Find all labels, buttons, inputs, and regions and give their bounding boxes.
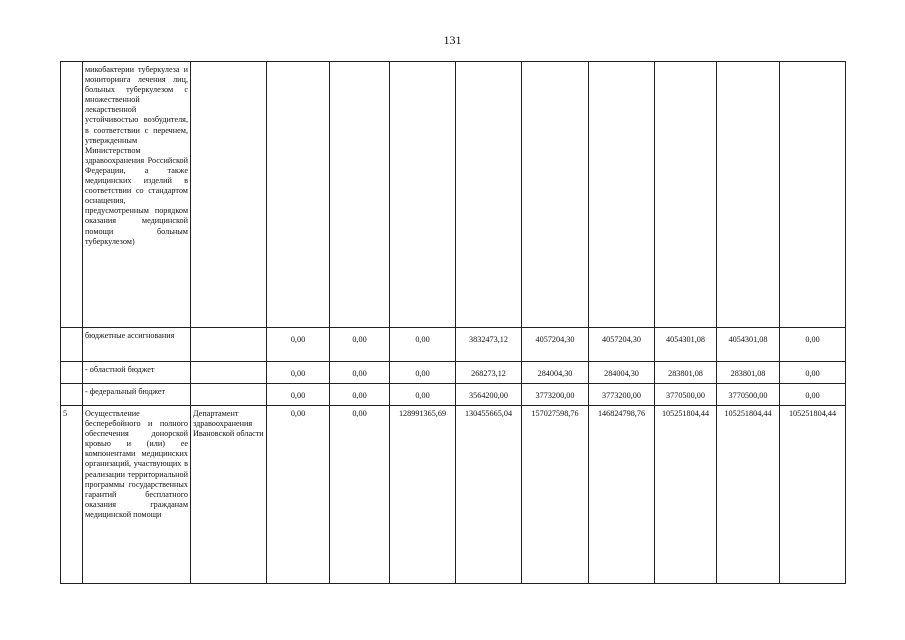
value-cell: 105251804,44 [717,406,780,584]
value-cell: 157027598,76 [522,406,589,584]
value-cell: 0,00 [780,384,846,406]
value-cell: 0,00 [267,406,330,584]
value-cell [655,62,717,328]
table-row-federal-budget [61,384,846,406]
row-organization: Департамент здравоохранения Ивановской области [191,406,267,584]
row-index [61,328,83,362]
table-row-budget-total [61,328,846,362]
value-cell: 0,00 [780,328,846,362]
value-cell: 105251804,44 [780,406,846,584]
value-cell: 0,00 [330,406,390,584]
row-description: микобактерии туберкулеза и мониторинга лечения лиц, больных туберкулезом с множественной лекарственной устойчивостью возбудителя, в соответствии с перечнем, утвержденным Министерством здравоохранения Российской Федерации, а также медицинских изделий в соответствии со стандартом оснащения, предусмотренным порядком оказания медицинской помощи больным туберкулезом) [83,62,191,328]
value-cell: 128991365,69 [390,406,456,584]
row-description: Осуществление бесперебойного и полного обеспечения донорской кровью и (или) ее компонентами медицинских организаций, участвующих в реализации территориальной программы государственных гарантий бесплатного оказания гражданам медицинской помощи [83,406,191,584]
value-cell: 0,00 [330,362,390,384]
value-cell: 0,00 [390,328,456,362]
value-cell [456,62,522,328]
value-cell [390,62,456,328]
value-cell [589,62,655,328]
value-cell: 130455665,04 [456,406,522,584]
value-cell: 3832473,12 [456,328,522,362]
row-index [61,62,83,328]
value-cell: 0,00 [267,362,330,384]
row-organization [191,384,267,406]
value-cell: 105251804,44 [655,406,717,584]
value-cell: 0,00 [780,362,846,384]
value-cell: 3773200,00 [589,384,655,406]
value-cell [717,62,780,328]
page-number: 131 [443,33,462,47]
value-cell: 146824798,76 [589,406,655,584]
value-cell: 3564200,00 [456,384,522,406]
row-index: 5 [61,406,83,584]
row-index [61,384,83,406]
value-cell: 4054301,08 [655,328,717,362]
value-cell: 283801,08 [655,362,717,384]
value-cell: 284004,30 [522,362,589,384]
value-cell: 0,00 [390,362,456,384]
value-cell: 3770500,00 [717,384,780,406]
value-cell [780,62,846,328]
value-cell: 0,00 [267,328,330,362]
value-cell: 4057204,30 [589,328,655,362]
value-cell: 3773200,00 [522,384,589,406]
value-cell: 0,00 [330,328,390,362]
row-description: - федеральный бюджет [83,384,191,406]
value-cell: 3770500,00 [655,384,717,406]
row-organization [191,62,267,328]
row-organization [191,362,267,384]
table-row-continuation [61,62,846,328]
value-cell: 283801,08 [717,362,780,384]
budget-table [60,61,846,584]
row-description: - областной бюджет [83,362,191,384]
value-cell [330,62,390,328]
value-cell: 0,00 [267,384,330,406]
row-description: бюджетные ассигнования [83,328,191,362]
value-cell: 268273,12 [456,362,522,384]
value-cell: 4057204,30 [522,328,589,362]
value-cell: 284004,30 [589,362,655,384]
value-cell: 0,00 [390,384,456,406]
row-index [61,362,83,384]
value-cell: 4054301,08 [717,328,780,362]
value-cell [267,62,330,328]
row-organization [191,328,267,362]
value-cell [522,62,589,328]
table-row-item-5 [61,406,846,584]
value-cell: 0,00 [330,384,390,406]
table-row-regional-budget [61,362,846,384]
